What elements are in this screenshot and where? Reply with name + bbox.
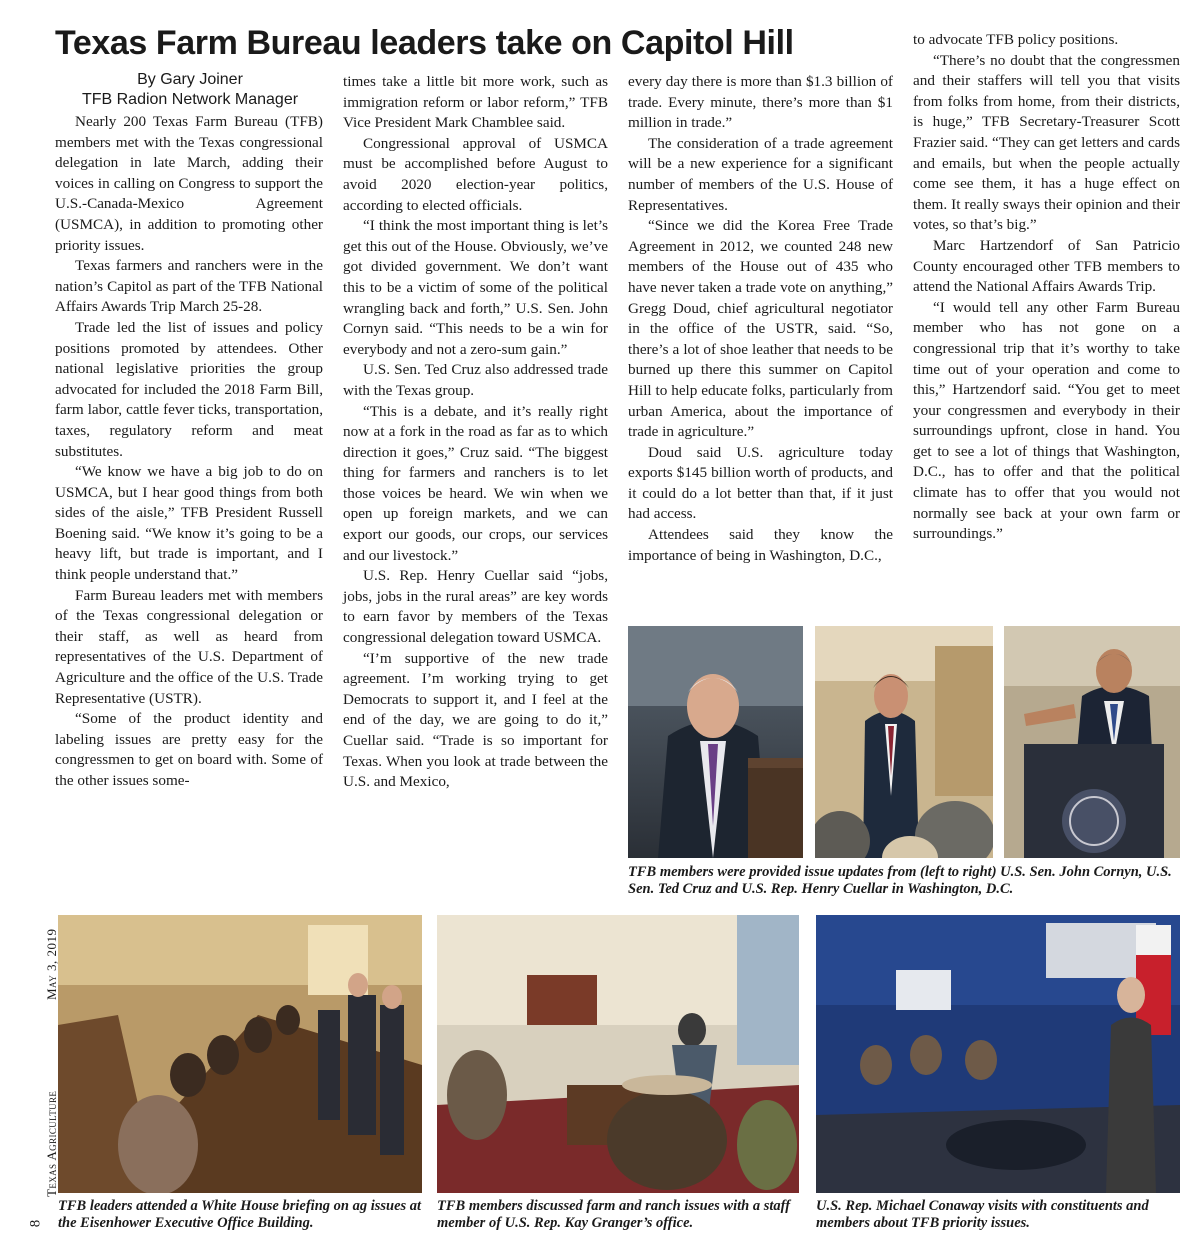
paragraph: “Some of the product identity and labeling issues are pretty easy for the congressmen to get on board with. Some of the other issues some- [55,710,323,789]
paragraph: “I’m supportive of the new trade agreement. I’m working trying to get Democrats to support it, and I feel at the end of the day, we are going to do it,” Cuellar said. “Trade is so important for Texas. When you look at trade between the U.S. and Mexico, [343,649,608,791]
paragraph: “I would tell any other Farm Bureau member who has not gone on a congressional trip that it’s worthy to take time out of your operation and come to this,” Hartzendorf said. “You get to meet your congressmen and everybody in their surroundings upfront, close in hand. You get to see a lot of things that Washington, D.C., has to offer and that the political climate has to offer that you would not normally see back at your own farm or surroundings.” [913,298,1180,543]
paragraph: “This is a debate, and it’s really right now at a fork in the road as far as to which direction it goes,” Cruz said. “The biggest thing for farmers and ranchers is to let those voices be heard. We win when we open up foreign markets, and we can export our goods, our crops, our services and our livestock.” [343,402,608,564]
caption-granger-office: TFB members discussed farm and ranch issues with a staff member of U.S. Rep. Kay Granger’s office. [437,1198,791,1231]
paragraph: Doud said U.S. agriculture today exports $145 billion worth of products, and it could do a lot better than that, if it just had access. [628,443,893,523]
byline [55,70,325,110]
paragraph-continued: times take a little bit more work, such as immigration reform or labor reform,” TFB Vice President Mark Chamblee said. [343,73,608,132]
caption-white-house-briefing: TFB leaders attended a White House briefing on ag issues at the Eisenhower Executive Office Building. [58,1198,422,1231]
article-column-1 [55,112,323,792]
caption-top-photos: TFB members were provided issue updates from (left to right) U.S. Sen. John Cornyn, U.S. Sen. Ted Cruz and U.S. Rep. Henry Cuellar in Washington, D.C. [628,864,1172,897]
paragraph: Trade led the list of issues and policy positions promoted by attendees. Other national legislative priorities the group advocated for included the 2018 Farm Bill, farm labor, cattle fever ticks, transportation, taxes, regulatory reform and meat substitutes. [55,318,323,460]
paragraph: “There’s no doubt that the congressmen and their staffers will tell you that visits from folks from home, from their districts, is huge,” TFB Secretary-Treasurer Scott Frazier said. “They can get letters and cards and emails, but when the people actually come see them, it has a huge effect on them. It really sways their opinion and their votes, so that’s big.” [913,51,1180,234]
photo-cuellar [1004,626,1180,858]
paragraph: The consideration of a trade agreement will be a new experience for a significant number of members of the U.S. House of Representatives. [628,134,893,214]
paragraph: Attendees said they know the importance of being in Washington, D.C., [628,526,893,564]
paragraph: Farm Bureau leaders met with members of the Texas congressional delegation or their staff, as well as heard from representatives of the U.S. Department of Agriculture and the office of the U.S. Trade Representative (USTR). [55,586,323,707]
paragraph: Texas farmers and ranchers were in the nation’s Capitol as part of the TFB National Affairs Awards Trip March 25-28. [55,257,323,316]
sidebar-date: May 3, 2019 [44,928,59,1000]
paragraph: “I think the most important thing is let’s get this out of the House. Obviously, we’ve got divided government. We don’t want this to be a victim of some of the political wrangling back and forth,” U.S. Sen. John Cornyn said. “This needs to be a win for everybody and not a zero-sum gain.” [343,217,608,358]
paragraph: “We know we have a big job to do on USMCA, but I hear good things from both sides of the aisle,” TFB President Russell Boening said. “We know it’s going to be a heavy lift, but trade is important, and I think people understand that.” [55,463,323,584]
page-number: 8 [27,1219,44,1228]
paragraph-continued: every day there is more than $1.3 billion of trade. Every minute, there’s more than $1 million in trade.” [628,73,893,132]
paragraph: “Since we did the Korea Free Trade Agreement in 2012, we counted 248 new members of the House out of 435 who have never taken a trade vote on anything,” Gregg Doud, chief agricultural negotiator in the office of the USTR, said. “So, there’s a lot of shoe leather that needs to be burned up there this summer on Capitol Hill to help educate folks, particularly from urban America, about the importance of trade in agriculture.” [628,217,893,441]
photo-conaway [816,915,1180,1193]
article-column-4 [913,30,1180,545]
paragraph: Marc Hartzendorf of San Patricio County encouraged other TFB members to attend the National Affairs Awards Trip. [913,236,1180,296]
paragraph: Nearly 200 Texas Farm Bureau (TFB) members met with the Texas congressional delegation in late March, adding their voices in calling on Congress to support the U.S.-Canada-Mexico Agreement (USMCA), in addition to promoting other priority issues. [55,113,323,254]
article-column-3 [628,72,893,566]
paragraph: U.S. Rep. Henry Cuellar said “jobs, jobs, jobs in the rural areas” are key words to earn favor by members of the Texas congressional delegation toward USMCA. [343,567,608,647]
headline: Texas Farm Bureau leaders take on Capitol Hill [55,24,794,62]
sidebar-publication: Texas Agriculture [44,1090,59,1197]
photo-white-house-briefing [58,915,422,1193]
photo-granger-office [437,915,799,1193]
byline-role: TFB Radion Network Manager [81,91,299,108]
byline-author: By Gary Joiner [137,71,243,88]
paragraph: U.S. Sen. Ted Cruz also addressed trade with the Texas group. [343,361,608,399]
paragraph: Congressional approval of USMCA must be accomplished before August to avoid 2020 election-year politics, according to elected officials. [343,134,608,214]
paragraph-continued: to advocate TFB policy positions. [913,31,1119,48]
photo-cornyn [628,626,803,858]
page-sidebar [27,915,59,1235]
photo-cruz [815,626,993,858]
article-column-2 [343,72,608,793]
caption-conaway: U.S. Rep. Michael Conaway visits with constituents and members about TFB priority issues. [816,1198,1149,1231]
